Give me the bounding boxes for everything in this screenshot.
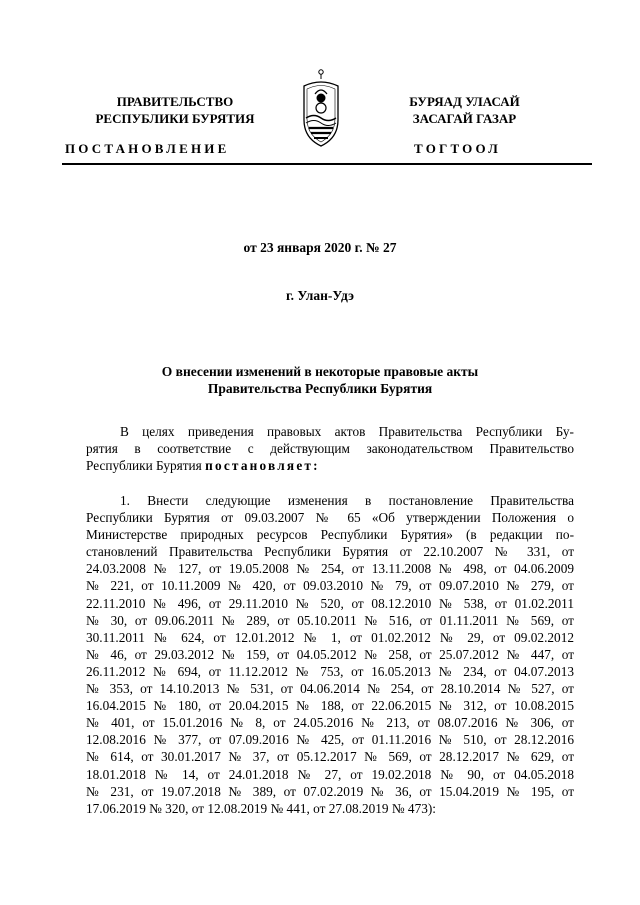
document-type-ru: ПОСТАНОВЛЕНИЕ xyxy=(65,141,230,156)
item-1-paragraph xyxy=(86,492,574,817)
item-1-line: 30.11.2011 № 624, от 12.01.2012 № 1, от 01.02.2012 № 29, от 09.02.2012 xyxy=(86,629,574,645)
buryatia-coat-of-arms-icon xyxy=(298,68,344,152)
header-left-line1: ПРАВИТЕЛЬСТВО xyxy=(116,94,234,109)
title-line1: О внесении изменений в некоторые правовые акты xyxy=(161,364,479,379)
item-1-line: № 353, от 14.10.2013 № 531, от 04.06.2014 № 254, от 28.10.2014 № 527, от xyxy=(86,681,574,697)
item-1-line: № 614, от 30.01.2017 № 37, от 05.12.2017 № 569, от 28.12.2017 № 629, от xyxy=(86,749,574,765)
item-1-line: 12.08.2016 № 377, от 07.09.2016 № 425, от 01.11.2016 № 510, от 28.12.2016 xyxy=(86,732,574,748)
item-1-line: № 231, от 19.07.2018 № 389, от 07.02.2019 № 36, от 15.04.2019 № 195, от xyxy=(86,783,574,799)
header-right-line2: ЗАСАГАЙ ГАЗАР xyxy=(412,111,517,126)
item-1-line: № 221, от 10.11.2009 № 420, от 09.03.2010 № 79, от 09.07.2010 № 279, от xyxy=(86,578,574,594)
preamble-line: рятия в соответствие с действующим законодательством Правительство xyxy=(86,441,574,457)
item-1-line: № 401, от 15.01.2016 № 8, от 24.05.2016 № 213, от 08.07.2016 № 306, от xyxy=(86,715,574,731)
item-1-line: становлений Правительства Республики Бурятия от 22.10.2007 № 331, от xyxy=(86,544,574,560)
item-1-line: № 46, от 29.03.2012 № 159, от 04.05.2012 № 258, от 25.07.2012 № 447, от xyxy=(86,646,574,662)
item-1-line: 16.04.2015 № 180, от 20.04.2015 № 188, от 22.06.2015 № 312, от 10.08.2015 xyxy=(86,698,574,714)
document-type-bua: ТОГТООЛ xyxy=(414,141,502,156)
header-left-authority xyxy=(75,93,275,127)
document-city: г. Улан-Удэ xyxy=(286,288,354,303)
item-1-line: 26.11.2012 № 694, от 11.12.2012 № 753, от 16.05.2013 № 234, от 04.07.2013 xyxy=(86,663,574,679)
item-1-line: 1. Внести следующие изменения в постановление Правительства xyxy=(120,493,574,508)
preamble-line xyxy=(86,457,574,474)
document-title xyxy=(0,363,640,397)
item-1-line: Министерстве природных ресурсов Республики Бурятия» (в редакции по- xyxy=(86,527,574,543)
header-left-line2: РЕСПУБЛИКИ БУРЯТИЯ xyxy=(95,111,255,126)
title-line2: Правительства Республики Бурятия xyxy=(207,381,433,396)
item-1-line: 18.01.2018 № 14, от 24.01.2018 № 27, от 19.02.2018 № 90, от 04.05.2018 xyxy=(86,766,574,782)
header-divider xyxy=(62,163,592,165)
item-1-line: Республики Бурятия от 09.03.2007 № 65 «Об утверждении Положения о xyxy=(86,510,574,526)
preamble-line3-start: Республики Бурятия xyxy=(86,458,206,474)
preamble-paragraph xyxy=(86,423,574,474)
preamble-line: В целях приведения правовых актов Правительства Республики Бу- xyxy=(120,424,574,439)
decree-word: постановляет: xyxy=(205,458,320,474)
header-right-line1: БУРЯАД УЛАСАЙ xyxy=(409,94,520,109)
item-1-line: 22.11.2010 № 496, от 29.11.2010 № 520, от 08.12.2010 № 538, от 01.02.2011 xyxy=(86,595,574,611)
document-date-number: от 23 января 2020 г. № 27 xyxy=(243,240,397,255)
item-1-line: 24.03.2008 № 127, от 19.05.2008 № 254, от 13.11.2008 № 498, от 04.06.2009 xyxy=(86,561,574,577)
item-1-line: 17.06.2019 № 320, от 12.08.2019 № 441, от 27.08.2019 № 473): xyxy=(86,800,436,816)
header-right-authority xyxy=(372,93,557,127)
item-1-line: № 30, от 09.06.2011 № 289, от 05.10.2011 № 516, от 01.11.2011 № 569, от xyxy=(86,612,574,628)
